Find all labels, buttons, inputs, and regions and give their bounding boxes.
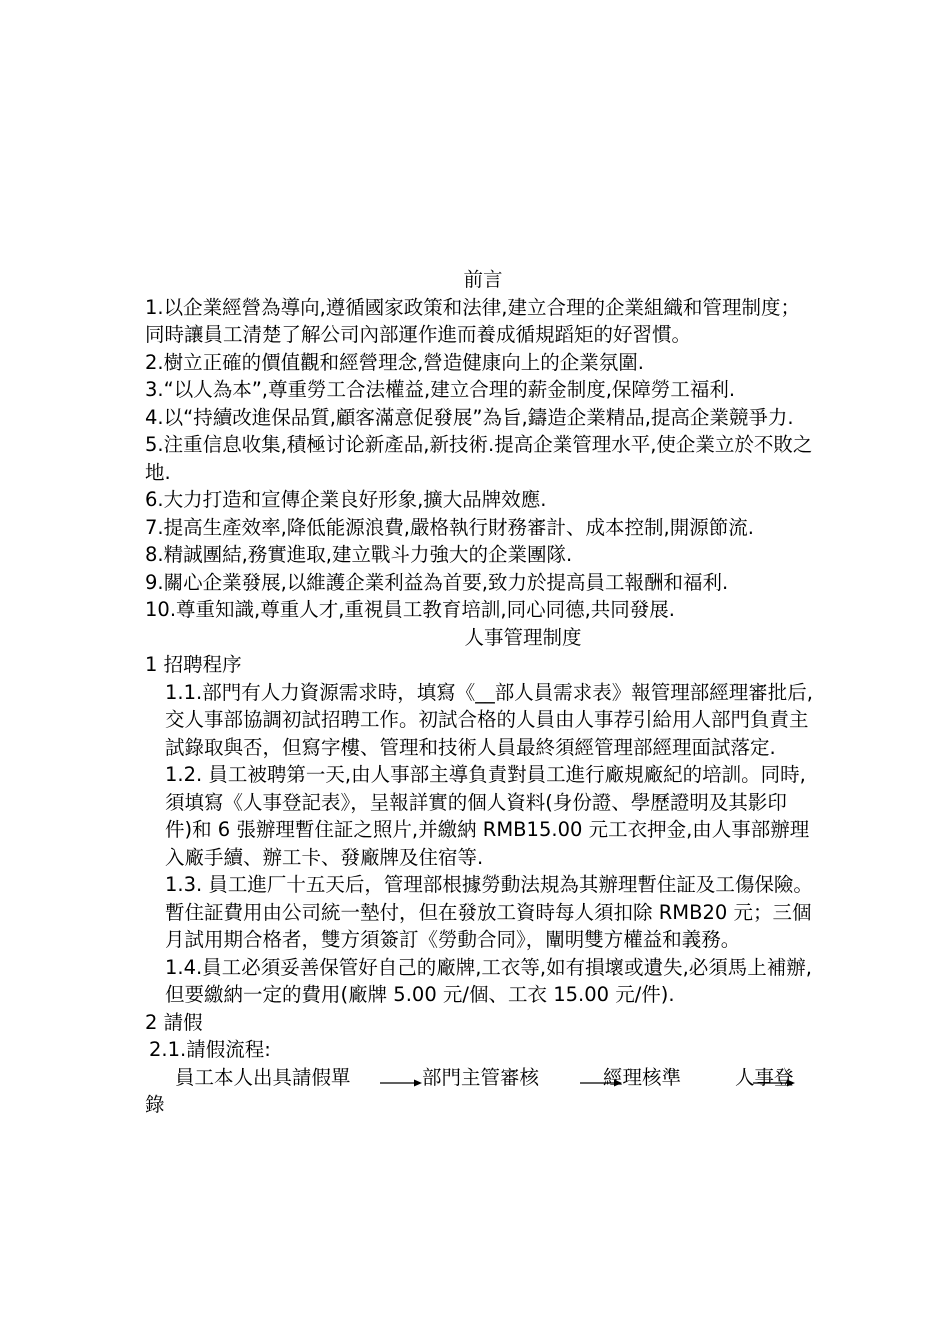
leave-flow-heading: 2.1.請假流程: xyxy=(149,1038,271,1061)
preface-item-5: 5.注重信息收集,積極讨论新產品,新技術.提高企業管理水平,使企業立於不敗之地. xyxy=(145,433,813,484)
hr-section-title: 人事管理制度 xyxy=(464,625,582,649)
flow-step-manager-approval: 經理核準 xyxy=(603,1065,682,1089)
leave-flow xyxy=(145,1064,813,1092)
flow-step-employee-request: 員工本人出具請假單 xyxy=(175,1065,351,1089)
preface-item-4: 4.以“持續改進保品質,顧客滿意促發展”為旨,鑄造企業精品,提高企業競爭力. xyxy=(145,405,794,429)
preface-item-10: 10.尊重知識,尊重人才,重視員工教育培訓,同心同德,共同發展. xyxy=(145,598,676,621)
preface-item-7: 7.提高生產效率,降低能源浪費,嚴格執行財務審計、成本控制,開源節流. xyxy=(145,515,754,539)
document-page xyxy=(145,266,813,1119)
recruit-item-1-1: 1.1.部門有人力資源需求時，填寫《__部人員需求表》報管理部經理審批后,交人事部協調初試招聘工作。初試合格的人員由人事荐引給用人部門負責主試錄取與否，但寫字樓、管理和技術人員最終須經管理部經理面試落定. xyxy=(165,680,813,759)
recruit-heading: 1 招聘程序 xyxy=(145,653,242,676)
leave-heading: 2 請假 xyxy=(145,1010,203,1034)
flow-step-hr-record: 人事登 xyxy=(735,1065,794,1089)
preface-item-1: 1.以企業經營為導向,遵循國家政策和法律,建立合理的企業組織和管理制度；同時讓員工清楚了解公司內部運作進而養成循規蹈矩的好習慣。 xyxy=(145,295,801,346)
recruit-item-1-3: 1.3. 員工進厂十五天后，管理部根據勞動法規為其辦理暫住証及工傷保險。暫住証費用由公司統一墊付，但在發放工資時每人須扣除 RMB20 元；三個月試用期合格者，雙方須簽訂《勞動合同》，闡明雙方權益和義務。 xyxy=(165,873,813,951)
preface-item-8: 8.精誠團結,務實進取,建立戰斗力強大的企業團隊. xyxy=(145,543,573,566)
preface-item-9: 9.關心企業發展,以維護企業利益為首要,致力於提高員工報酬和福利. xyxy=(145,570,729,594)
flow-step-hr-record-continued: 錄 xyxy=(145,1093,165,1116)
preface-item-2: 2.樹立正確的價值觀和經營理念,營造健康向上的企業氛圍. xyxy=(145,350,645,374)
flow-step-supervisor-review: 部門主管審核 xyxy=(422,1065,540,1089)
recruit-item-1-2: 1.2. 員工被聘第一天,由人事部主導負責對員工進行廠規廠紀的培訓。同時,須填寫《人事登記表》，呈報詳實的個人資料(身份證、學歷證明及其影印件)和 6 張辦理暫住証之照片,并繳納 RMB15.00 元工衣押金,由人事部辦理入廠手續、辦工卡、發廠牌及住宿等. xyxy=(165,763,810,869)
preface-item-3: 3.“以人為本”,尊重勞工合法權益,建立合理的薪金制度,保障勞工福利. xyxy=(145,378,736,401)
preface-title: 前言 xyxy=(463,268,503,291)
recruit-item-1-4: 1.4.員工必須妥善保管好自己的廠牌,工衣等,如有損壞或遺失,必須馬上補辦,但要繳納一定的費用(廠牌 5.00 元/個、工衣 15.00 元/件). xyxy=(165,955,813,1006)
preface-item-6: 6.大力打造和宣傳企業良好形象,擴大品牌效應. xyxy=(145,488,547,511)
arrow-right-icon xyxy=(380,1079,422,1087)
